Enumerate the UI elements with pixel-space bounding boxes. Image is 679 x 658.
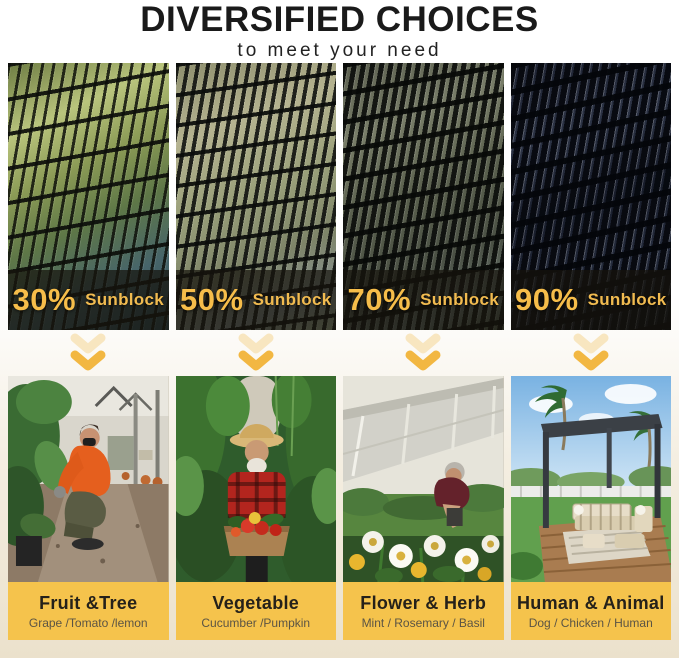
use-case-title: Vegetable <box>212 592 300 613</box>
shade-net-30-image <box>8 63 169 330</box>
sunblock-percent: 70% <box>347 282 412 317</box>
sunblock-percent: 30% <box>12 282 77 317</box>
header <box>0 0 679 63</box>
sunblock-percent: 90% <box>515 282 579 317</box>
use-case-subtitle: Mint / Rosemary / Basil <box>361 615 485 630</box>
use-case-card-vegetable <box>176 582 337 640</box>
sunblock-label: Sunblock <box>252 290 332 309</box>
sunblock-percent: 50% <box>180 282 244 317</box>
shade-net-row <box>8 63 671 330</box>
double-chevron-down-icon <box>511 330 672 376</box>
use-case-label-row <box>8 582 671 640</box>
arrow-row <box>8 330 671 376</box>
double-chevron-down-icon <box>8 330 169 376</box>
sunblock-badge-50 <box>176 270 337 330</box>
double-chevron-down-icon <box>343 330 504 376</box>
photo-flower-herb <box>343 376 504 582</box>
use-case-subtitle: Cucumber /Pumpkin <box>201 615 311 630</box>
sunblock-badge-90 <box>511 270 672 330</box>
sunblock-label: Sunblock <box>587 290 667 309</box>
sunblock-label: Sunblock <box>420 290 499 309</box>
use-case-title: Human & Animal <box>516 592 665 613</box>
use-case-card-human-animal <box>511 582 672 640</box>
photo-fruit-tree <box>8 376 169 582</box>
use-case-card-flower-herb <box>343 582 504 640</box>
use-case-title: Flower & Herb <box>360 592 487 613</box>
page-subtitle: to meet your need <box>237 40 442 61</box>
page-title: DIVERSIFIED CHOICES <box>140 0 539 39</box>
use-case-photo-row <box>8 376 671 582</box>
double-chevron-down-icon <box>176 330 337 376</box>
sunblock-badge-70 <box>343 270 504 330</box>
use-case-title: Fruit &Tree <box>39 592 138 613</box>
shade-net-70-image <box>343 63 504 330</box>
sunblock-badge-30 <box>8 270 169 330</box>
photo-human-animal <box>511 376 672 582</box>
sunblock-label: Sunblock <box>85 290 164 309</box>
shade-net-90-image <box>511 63 672 330</box>
shade-net-50-image <box>176 63 337 330</box>
use-case-card-fruit-tree <box>8 582 169 640</box>
use-case-subtitle: Dog / Chicken / Human <box>528 615 653 630</box>
photo-vegetable <box>176 376 337 582</box>
use-case-subtitle: Grape /Tomato /lemon <box>28 615 148 630</box>
